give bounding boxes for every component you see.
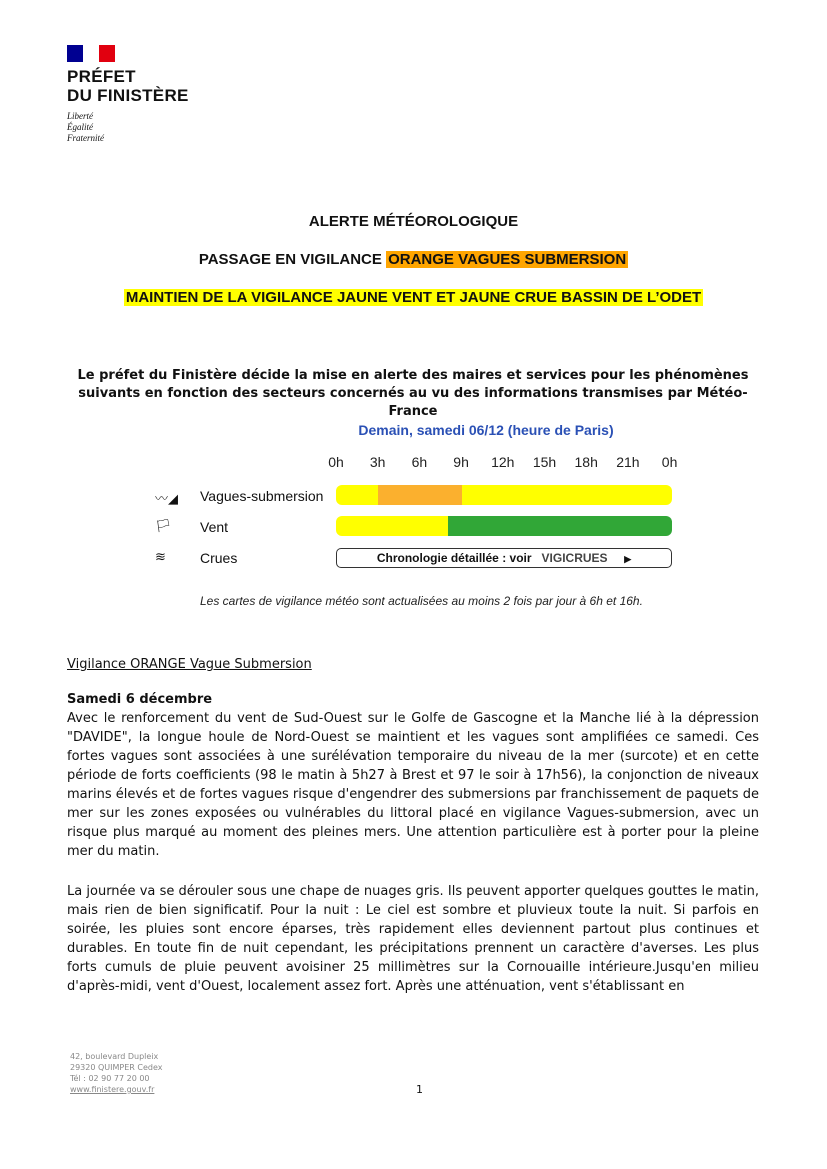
vent-timeline-bar [336,516,672,536]
motto-fraternite: Fraternité [67,133,104,143]
footer-city: 29320 QUIMPER Cedex [70,1063,163,1072]
vigicrues-logo: VIGICRUES [541,551,608,565]
hour-tick: 3h [369,454,386,470]
hour-tick: 15h [532,454,557,470]
yellow-highlight: MAINTIEN DE LA VIGILANCE JAUNE VENT ET JAUNE CRUE BASSIN DE L’ODET [125,289,702,306]
yellow-alert-title [0,289,827,306]
vagues-timeline-bar [336,485,672,505]
hour-tick: 18h [574,454,598,470]
timeline-segment-green [448,516,672,536]
document-title: ALERTE MÉTÉOROLOGIQUE [308,213,519,230]
waves-submersion-icon: 〰◢ [155,492,178,507]
row-label-vagues: Vagues-submersion [200,488,324,504]
vigicrues-link-button[interactable] [336,548,672,568]
play-arrow-icon: ▶ [624,554,632,564]
vigilance-chart-title: Demain, samedi 06/12 (heure de Paris) [358,422,614,438]
river-icon: ≋ [155,550,166,565]
brand-line-1: PRÉFET [67,67,136,86]
page-number: 1 [416,1083,423,1096]
republic-flag-logo [67,45,115,62]
hour-tick: 0h [661,454,678,470]
section-date: Samedi 6 décembre [67,692,213,707]
vigicrues-link-text: Chronologie détaillée : voir [376,551,532,565]
row-label-crues: Crues [200,550,238,566]
paragraph-2: La journée va se dérouler sous une chape de nuages gris. Ils peuvent apporter quelques gouttes le matin, mais rien de bien significatif. Pour la nuit : Le ciel est sombre et pluvieux toute la nuit. Si parfois en soirée, les pluies sont encore éparses, très rapidement elles deviennent partout plus continues et durables. En toute fin de nuit cependant, les précipitations prennent un caractère d'averses. Les plus forts cumuls de pluie peuvent avoisiner 25 millimètres sur la Cornouaille intérieure.Jusqu'en milieu d'après-midi, vent d'Ouest, localement assez fort. Après une atténuation, vent s'établissant en [67,884,759,994]
timeline-segment-yellow [336,516,448,536]
footer-website-link[interactable]: www.finistere.gouv.fr [70,1085,155,1094]
hour-tick: 12h [491,454,515,470]
motto-liberte: Liberté [67,111,93,121]
timeline-segment-orange [378,485,462,505]
orange-highlight: ORANGE VAGUES SUBMERSION [388,251,627,268]
brand-line-2: DU FINISTÈRE [67,86,189,105]
row-label-vent: Vent [200,519,229,535]
footer-address [70,1051,163,1095]
orange-alert-title [0,251,827,268]
section-heading: Vigilance ORANGE Vague Submersion [67,657,312,672]
republic-motto [67,111,104,144]
motto-egalite: Égalité [67,122,93,132]
windsock-icon: 🏳 [155,519,172,534]
prefecture-brand [67,67,189,105]
hour-tick: 0h [328,454,344,470]
hour-tick: 9h [453,454,469,470]
intro-text: Le préfet du Finistère décide la mise en alerte des maires et services pour les phénomènes suivants en fonction des secteurs concernés au vu des informations transmises par Météo-France [77,368,749,419]
timeline-segment-yellow [336,485,378,505]
title-prefix: PASSAGE EN VIGILANCE [198,251,387,268]
hour-tick: 6h [411,454,428,470]
hour-tick: 21h [616,454,640,470]
paragraph-1: Avec le renforcement du vent de Sud-Ouest sur le Golfe de Gascogne et la Manche lié à la dépression "DAVIDE", la longue houle de Nord-Ouest se maintient et les vagues sont amplifiées ce samedi. Ces fortes vagues sont associées à une surélévation temporaire du niveau de la mer (surcote) et en cette période de forts coefficients (98 le matin à 5h27 à Brest et 97 le soir à 17h56), la conjonction de niveaux marins élevés et de fortes vagues risque d'engendrer des submersions par franchissement de paquets de mer sur les zones exposées ou vulnérables du littoral placé en vigilance Vagues-submersion, avec un risque plus marqué au moment des pleines mers. Une attention particulière est à porter pour la pleine mer du matin. [67,711,759,859]
footer-street: 42, boulevard Dupleix [70,1052,159,1061]
footer-phone: Tél : 02 90 77 20 00 [70,1074,150,1083]
vigilance-update-note: Les cartes de vigilance météo sont actualisées au moins 2 fois par jour à 6h et 16h. [200,594,643,608]
timeline-segment-yellow [462,485,672,505]
